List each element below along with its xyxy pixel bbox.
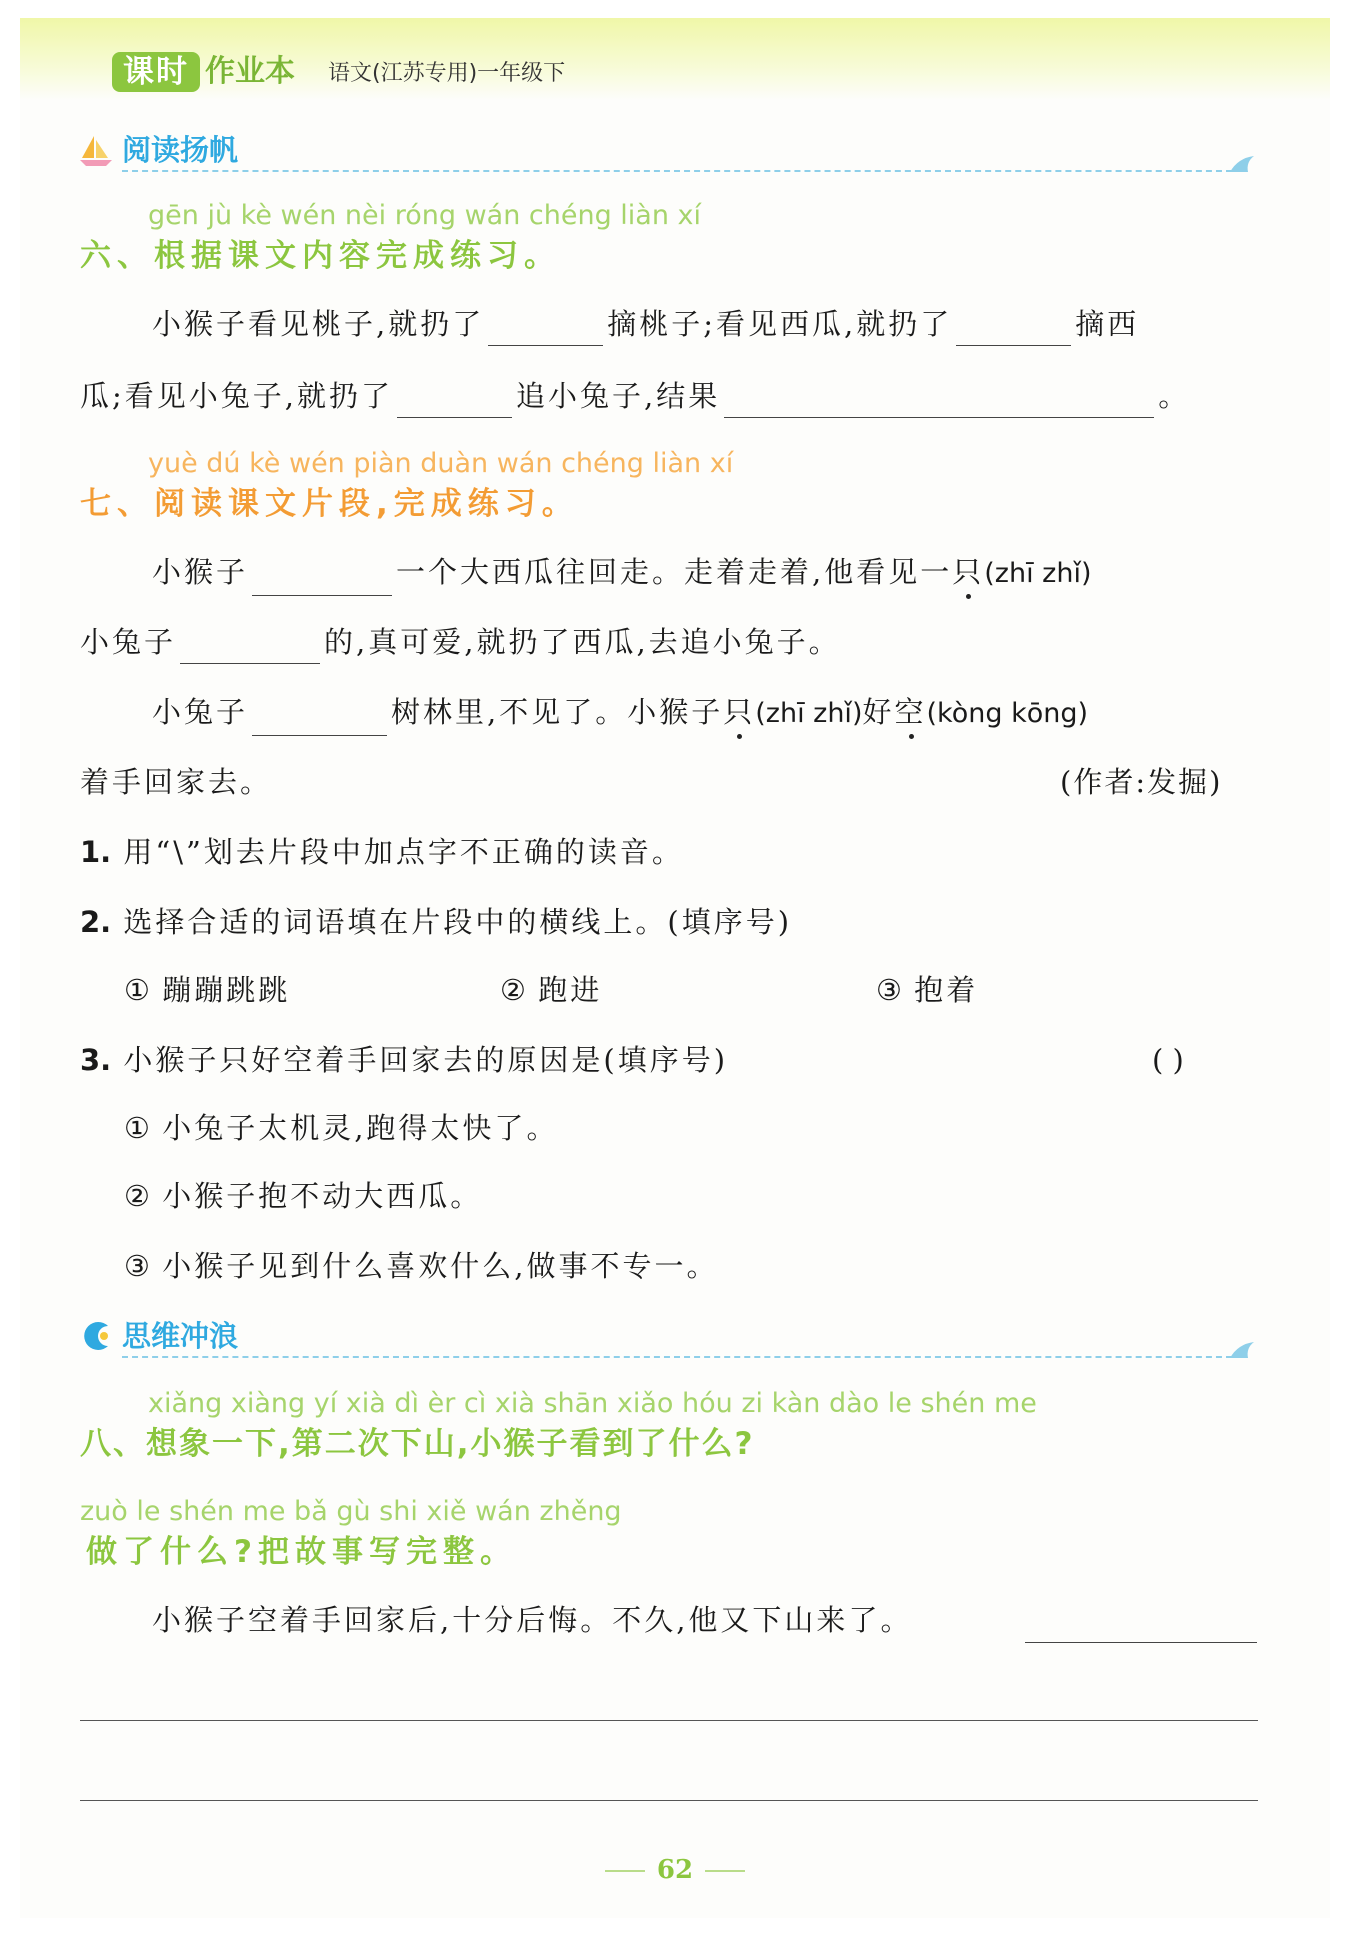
passage-text: 的,真可爱,就扔了西瓜,去追小兔子。 <box>324 625 841 659</box>
option-text: 小猴子见到什么喜欢什么,做事不专一。 <box>162 1249 719 1283</box>
prompt-text: 小猴子空着手回家后,十分后悔。不久,他又下山来了。 <box>152 1603 913 1637</box>
subq-1 <box>80 830 684 874</box>
page-number-text: 62 <box>656 1855 694 1885</box>
q8-pinyin-1: xiǎng xiàng yí xià dì èr cì xià shān xiǎo hóu zi kàn dào le shén me <box>148 1388 1037 1419</box>
option-mark: ③ <box>124 1249 150 1283</box>
wave-swirl-icon <box>78 1318 114 1354</box>
passage-text: 小猴子 <box>152 555 249 589</box>
q6-text: 。 <box>1158 379 1191 413</box>
dotted-char: 只 <box>952 555 985 589</box>
q7-para-4: 着手回家去。 <box>80 765 273 799</box>
passage-text: 一个大西瓜往回走。走着走着,他看见一 <box>396 555 953 589</box>
q8-title-2: 做了什么?把故事写完整。 <box>86 1534 517 1570</box>
q6-text: 瓜;看见小兔子,就扔了 <box>80 379 393 413</box>
q6-blank-result[interactable] <box>724 383 1154 418</box>
q6-text: 小猴子看见桃子,就扔了 <box>152 307 485 341</box>
q6-blank-1[interactable] <box>488 311 603 346</box>
footer-dash <box>605 1870 645 1872</box>
question-text: 小猴子只好空着手回家去的原因是(填序号) <box>123 1043 729 1077</box>
option-mark: ② <box>500 973 526 1007</box>
dotted-char: 只 <box>723 695 756 729</box>
option-item[interactable] <box>500 968 602 1012</box>
option-text: 抱着 <box>914 973 979 1007</box>
option-item[interactable] <box>124 1174 482 1218</box>
q6-line-1 <box>152 302 1139 346</box>
option-item[interactable] <box>124 1244 718 1288</box>
q7-para-3 <box>152 690 1088 736</box>
pronunciation-choice[interactable]: (kòng kōng) <box>926 698 1089 729</box>
passage-text: 小兔子 <box>152 695 249 729</box>
section-title: 思维冲浪 <box>122 1319 239 1353</box>
option-item[interactable] <box>876 968 978 1012</box>
answer-paren[interactable]: ( ) <box>1152 1043 1184 1077</box>
question-number: 2. <box>80 905 112 939</box>
q6-line-2 <box>80 374 1190 418</box>
wave-icon <box>1228 1340 1256 1360</box>
q7-para-2 <box>80 620 841 664</box>
writing-line-3[interactable] <box>80 1800 1258 1801</box>
question-text: 用“\”划去片段中加点字不正确的读音。 <box>123 835 684 869</box>
subq-3 <box>80 1038 728 1082</box>
dashed-divider <box>122 170 1232 172</box>
option-item[interactable] <box>124 1106 558 1150</box>
option-text: 小猴子抱不动大西瓜。 <box>162 1179 483 1213</box>
option-text: 小兔子太机灵,跑得太快了。 <box>162 1111 559 1145</box>
q7-blank-3[interactable] <box>252 701 387 736</box>
footer-dash <box>705 1870 745 1872</box>
sailboat-icon <box>78 132 114 168</box>
q7-title: 七、阅读课文片段,完成练习。 <box>80 486 579 522</box>
dotted-char: 空 <box>894 695 927 729</box>
q6-blank-2[interactable] <box>956 311 1071 346</box>
question-text: 选择合适的词语填在片段中的横线上。(填序号) <box>123 905 793 939</box>
option-mark: ① <box>124 1111 150 1145</box>
q8-pinyin-2: zuò le shén me bǎ gù shi xiě wán zhěng <box>80 1496 622 1527</box>
pronunciation-choice[interactable]: (zhī zhǐ) <box>755 698 863 729</box>
q8-prompt <box>152 1598 912 1642</box>
section-title: 阅读扬帆 <box>122 133 239 167</box>
q6-title: 六、根据课文内容完成练习。 <box>80 238 561 274</box>
source-note: (作者:发掘) <box>1060 765 1223 799</box>
option-item[interactable] <box>124 968 290 1012</box>
page-number <box>0 1855 1350 1885</box>
brand-name: 作业本 <box>205 54 295 89</box>
q6-text: 追小兔子,结果 <box>516 379 721 413</box>
q6-pinyin: gēn jù kè wén nèi róng wán chéng liàn xí <box>148 200 702 231</box>
passage-text: 树林里,不见了。小猴子 <box>391 695 724 729</box>
pronunciation-choice[interactable]: (zhī zhǐ) <box>984 558 1092 589</box>
q7-para-1 <box>152 550 1092 596</box>
brand-badge: 课时 <box>112 52 200 92</box>
dashed-divider <box>122 1356 1232 1358</box>
option-mark: ① <box>124 973 150 1007</box>
writing-line-2[interactable] <box>80 1720 1258 1721</box>
section-header-thinking <box>78 1316 1258 1356</box>
question-number: 1. <box>80 835 112 869</box>
subq-2 <box>80 900 792 944</box>
option-text: 蹦蹦跳跳 <box>162 973 291 1007</box>
q7-blank-2[interactable] <box>180 629 320 664</box>
q7-blank-1[interactable] <box>252 561 392 596</box>
passage-text: 好 <box>862 695 895 729</box>
option-text: 跑进 <box>538 973 603 1007</box>
q6-text: 摘桃子;看见西瓜,就扔了 <box>607 307 953 341</box>
writing-line-1[interactable] <box>1025 1608 1257 1643</box>
wave-icon <box>1228 154 1256 174</box>
subject-label: 语文(江苏专用)一年级下 <box>328 61 566 86</box>
q8-title-1: 八、想象一下,第二次下山,小猴子看到了什么? <box>80 1426 755 1462</box>
option-mark: ② <box>124 1179 150 1213</box>
q6-blank-3[interactable] <box>397 383 512 418</box>
section-header-reading <box>78 130 1258 170</box>
question-number: 3. <box>80 1043 112 1077</box>
option-mark: ③ <box>876 973 902 1007</box>
q7-pinyin: yuè dú kè wén piàn duàn wán chéng liàn xí <box>148 448 734 479</box>
q6-text: 摘西 <box>1075 307 1140 341</box>
passage-text: 小兔子 <box>80 625 177 659</box>
